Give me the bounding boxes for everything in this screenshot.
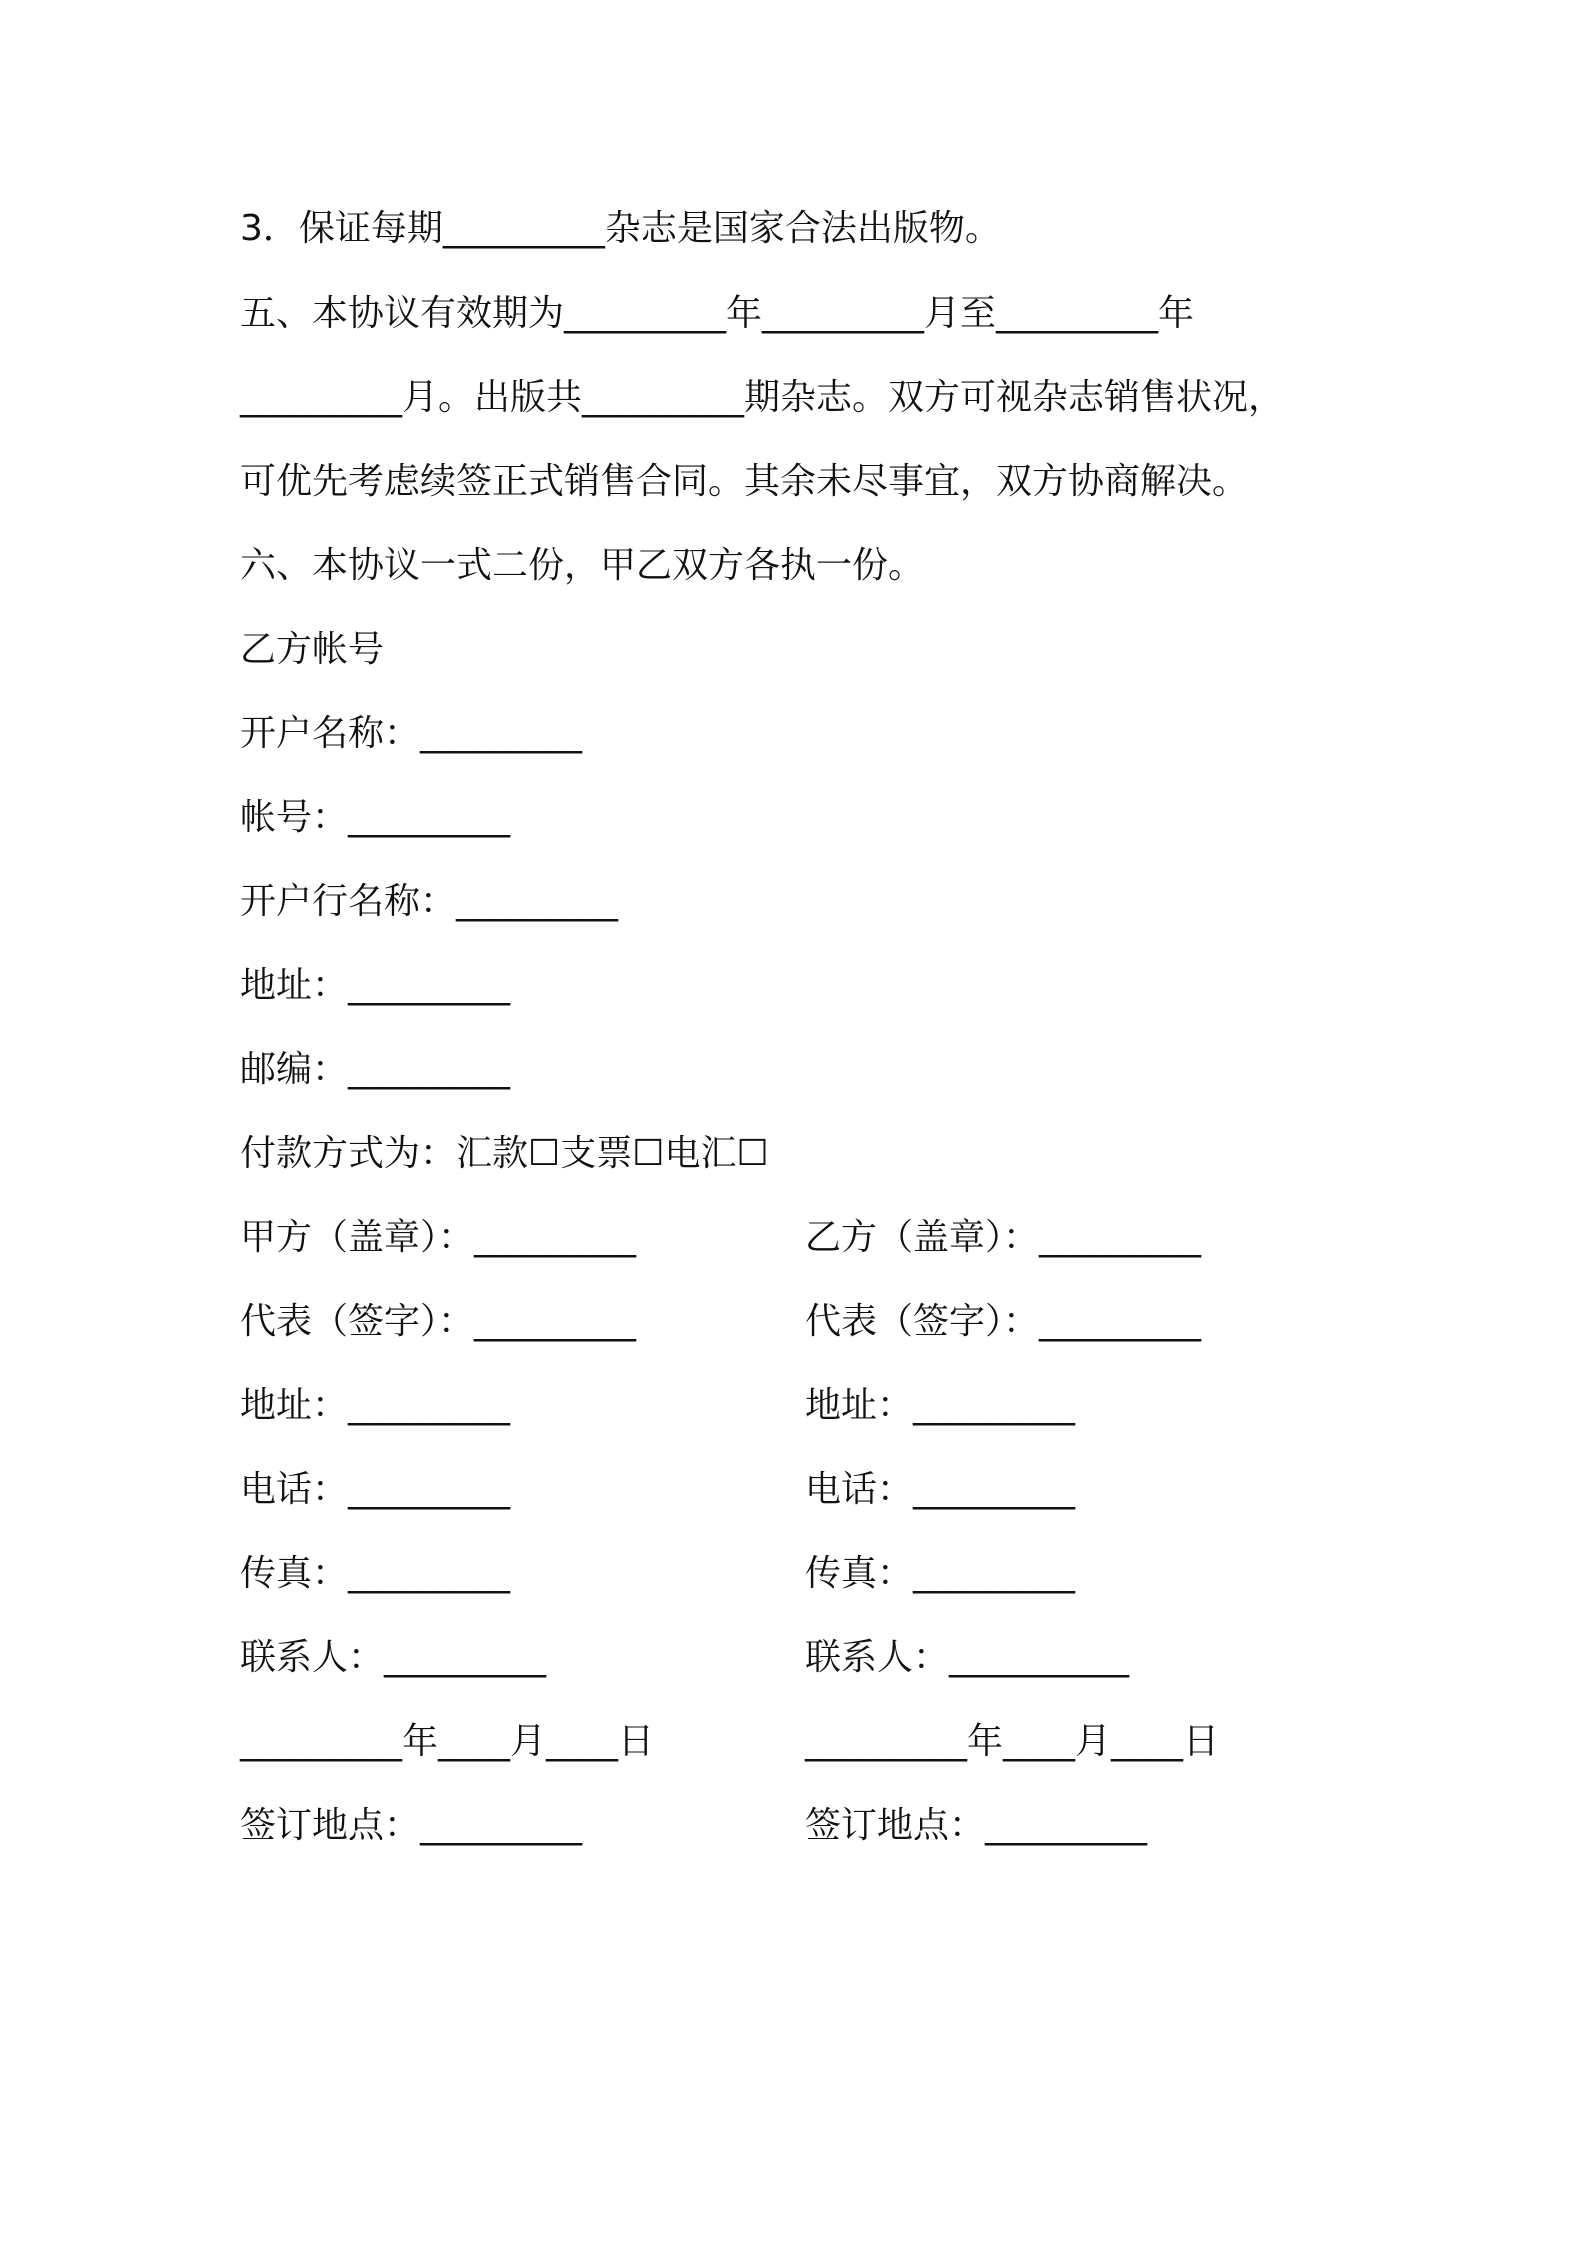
party-b-date: _________年____月____日 xyxy=(805,1721,1219,1762)
clause-5-validity-line-3: 可优先考虑续签正式销售合同。其余未尽事宜，双方协商解决。 xyxy=(240,461,1249,502)
postcode-field: 邮编：_________ xyxy=(240,1049,511,1090)
bank-name-field: 开户行名称：_________ xyxy=(240,881,619,922)
payment-method-line: 付款方式为：汇款☐支票☐电汇☐ xyxy=(240,1133,769,1174)
account-number-field: 帐号：_________ xyxy=(240,797,511,838)
party-b-address: 地址：_________ xyxy=(805,1385,1076,1426)
clause-5-validity-line-1: 五、本协议有效期为_________年_________月至_________年 xyxy=(240,293,1195,334)
party-a-representative: 代表（签字）：_________ xyxy=(240,1301,637,1342)
party-a-date: _________年____月____日 xyxy=(240,1721,654,1762)
account-name-field: 开户名称：_________ xyxy=(240,713,583,754)
party-a-address: 地址：_________ xyxy=(240,1385,511,1426)
party-b-contact: 联系人：__________ xyxy=(805,1637,1130,1678)
clause-5-validity-line-2: _________月。出版共_________期杂志。双方可视杂志销售状况， xyxy=(240,377,1285,418)
party-a-seal: 甲方（盖章）：_________ xyxy=(240,1217,637,1258)
party-a-phone: 电话：_________ xyxy=(240,1469,511,1510)
party-a-contact: 联系人：_________ xyxy=(240,1637,547,1678)
party-a-signing-place: 签订地点：_________ xyxy=(240,1805,583,1846)
clause-6-copies: 六、本协议一式二份，甲乙双方各执一份。 xyxy=(240,545,925,586)
party-b-fax: 传真：_________ xyxy=(805,1553,1076,1594)
party-b-phone: 电话：_________ xyxy=(805,1469,1076,1510)
party-b-account-heading: 乙方帐号 xyxy=(240,629,385,670)
party-b-representative: 代表（签字）：_________ xyxy=(805,1301,1202,1342)
party-b-seal: 乙方（盖章）：_________ xyxy=(805,1217,1202,1258)
party-b-signing-place: 签订地点：_________ xyxy=(805,1805,1148,1846)
party-a-fax: 传真：_________ xyxy=(240,1553,511,1594)
clause-3-magazine-legality: 3．保证每期_________杂志是国家合法出版物。 xyxy=(240,208,1001,249)
address-field: 地址：_________ xyxy=(240,965,511,1006)
